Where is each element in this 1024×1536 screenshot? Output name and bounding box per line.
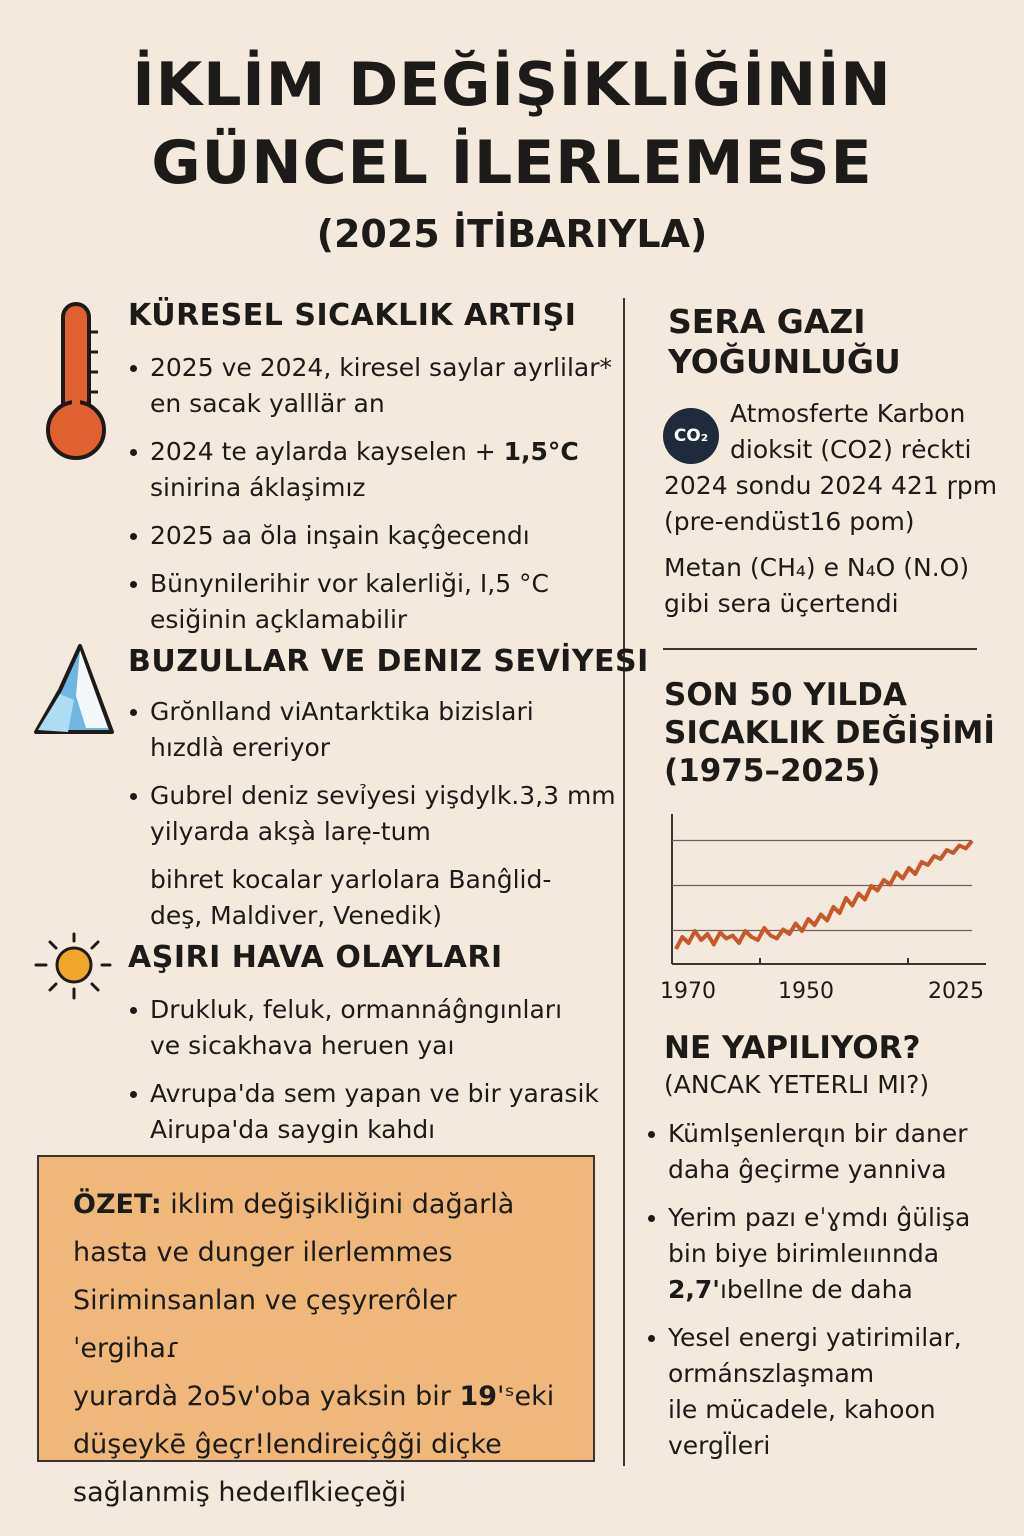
temperature-trend-chart (660, 808, 990, 1008)
sun-icon (32, 932, 112, 1002)
list-item: Kümlşenlerɋın bir daner daha ĝeçirme yanniva (646, 1116, 1006, 1188)
ghg-text-2: 2024 sondu 2024 421 ɼpm (pre-endüst16 pom) (664, 471, 998, 536)
ghg-text-1: Atmosferte Karbon dioksit (CO2) rėckti (730, 399, 972, 464)
temperature-list (128, 350, 618, 650)
ghg-text-3: Metan (CH₄) e N₄O (N.O) gibi sera üçertendi (664, 553, 970, 618)
glaciers-heading: BUZULLAR VE DENIZ SEVİYESI (128, 644, 649, 679)
summary-box (37, 1155, 595, 1508)
summary-line: Siriminsanlan ve çeşyrerôler ˈergihaɾ (73, 1285, 457, 1364)
page-subtitle: (2025 İTİBARIYLA) (316, 212, 708, 256)
summary-line: yurardà 2o5ᴠ'oba yaksin bir 19'ˢeki (73, 1381, 555, 1412)
weather-heading: AŞIRI HAVA OLAYLARI (128, 940, 503, 975)
glaciers-list (128, 694, 618, 946)
list-item: 2025 ve 2024, kiresel saylar ayrlilar* en sacak yalllär an (128, 350, 618, 422)
chart-x-tick-label: 2025 (928, 979, 984, 1004)
summary-line: düşeykē ĝeçr!lendireiçĝği diçke (73, 1429, 502, 1460)
actions-heading: NE YAPILIYOR? (664, 1030, 921, 1066)
summary-line: hasta ve dunger ilerlemmes (73, 1237, 453, 1268)
glacier-icon (30, 640, 116, 740)
list-item: 2025 aa ŏla inşain kaçĝecendı (128, 518, 618, 554)
page-title-line2: GÜNCEL İLERLEMESE (151, 128, 873, 198)
page-title-line1: İKLİM DEĞİŞİKLİĞİNİN (132, 50, 892, 120)
list-item: Grŏnlland viAntarktika bizislari hızdlà ereriyor (128, 694, 618, 766)
chart-series-line (676, 841, 972, 949)
weather-list (128, 992, 618, 1160)
list-item: Bünynilerihir vor kalerliği, I,5 °C esiğinin açklamabilir (128, 566, 618, 638)
trend-heading: SON 50 YILDA SICAKLIK DEĞİŞİMİ (1975–2025) (664, 677, 995, 789)
list-item: Yerim pazı eˈɣmdı ĝülişa bin biye birimleıınnda 2,7'ıbellne de daha (646, 1200, 1006, 1308)
actions-subheading: (ANCAK YETERLI MI?) (664, 1070, 930, 1099)
co2-icon: CO₂ (663, 408, 719, 464)
actions-list (646, 1116, 1006, 1476)
column-divider (623, 298, 625, 1466)
list-item: Drukluk, feluk, ormannáĝngınları ve sicakhava heruen yaı (128, 992, 618, 1064)
right-divider (663, 648, 977, 650)
summary-line: ÖZET: iklim değişikliğini dağarlà (73, 1189, 515, 1220)
list-item: Yesel energi yatirimilar, ormánszlaşmam ile mücadele, kahoon vergl̈leri (646, 1320, 1006, 1464)
list-item: Gubrel deniz sevỉyesi yişdylk.3,3 mm yilyarda akşà larẹ-tum (128, 778, 618, 850)
thermometer-icon (44, 300, 108, 464)
ghg-heading: SERA GAZI YOĞUNLUĞU (668, 302, 901, 381)
list-item: bihret kocalar yarlolara Banĝlid- deş, Maldiver, Venedik) (150, 865, 552, 930)
chart-x-tick-label: 1970 (660, 979, 716, 1004)
summary-line: sağlanmiş hedeıflkieçeği (73, 1477, 407, 1508)
list-item: 2024 te aylarda kayselen + 1,5°C sinirina áklaşimız (128, 434, 618, 506)
list-item: Avrupa'da sem yapan ve bir yarasik Airupa'da saygin kahdı (128, 1076, 618, 1148)
temperature-heading: KÜRESEL SICAKLIK ARTIŞI (128, 298, 577, 333)
chart-x-tick-label: 1950 (778, 979, 834, 1004)
